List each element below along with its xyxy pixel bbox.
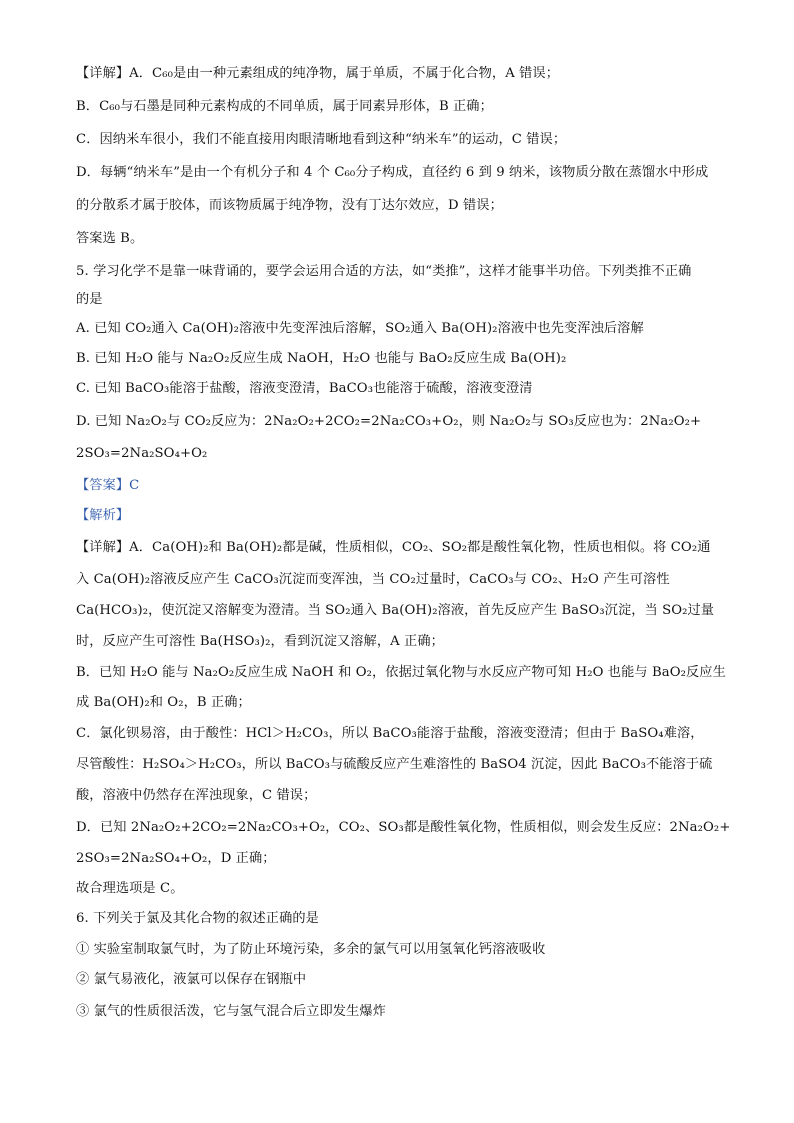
question-5-stem: 5. 学习化学不是靠一味背诵的，要学会运用合适的方法，如“类推”，这样才能事半功倍。下列类推不正确: [76, 264, 692, 279]
question-6-stem: 6. 下列关于氯及其化合物的叙述正确的是: [76, 911, 319, 926]
text-line: 时，反应产生可溶性 Ba(HSO₃)₂，看到沉淀又溶解，A 正确；: [76, 634, 444, 649]
statement-2: ② 氯气易液化，液氯可以保存在钢瓶中: [76, 972, 307, 987]
option-d: 2SO₃=2Na₂SO₄+O₂: [76, 446, 208, 461]
option-b: B. 已知 H₂O 能与 Na₂O₂反应生成 NaOH，H₂O 也能与 BaO₂反应生成 Ba(OH)₂: [76, 351, 567, 366]
option-a: A. 已知 CO₂通入 Ca(OH)₂溶液中先变浑浊后溶解，SO₂通入 Ba(OH)₂溶液中也先变浑浊后溶解: [76, 321, 644, 336]
answer-label: 【答案】C: [76, 478, 140, 493]
text-line: 【详解】A．C₆₀是由一种元素组成的纯净物，属于单质，不属于化合物，A 错误；: [76, 66, 559, 81]
text-line: 【详解】A．Ca(OH)₂和 Ba(OH)₂都是碱，性质相似，CO₂、SO₂都是酸性氧化物，性质也相似。将 CO₂通: [76, 540, 711, 555]
text-line: D．已知 2Na₂O₂+2CO₂=2Na₂CO₃+O₂，CO₂、SO₃都是酸性氧化物，性质相似，则会发生反应：2Na₂O₂+: [76, 820, 731, 835]
text-line: 2SO₃=2Na₂SO₄+O₂，D 正确；: [76, 851, 276, 866]
text-line: B．C₆₀与石墨是同种元素构成的不同单质，属于同素异形体，B 正确；: [76, 99, 493, 114]
option-c: C. 已知 BaCO₃能溶于盐酸，溶液变澄清，BaCO₃也能溶于硫酸，溶液变澄清: [76, 381, 533, 396]
question-5-stem: 的是: [76, 292, 103, 307]
text-line: 入 Ca(OH)₂溶液反应产生 CaCO₃沉淀而变浑浊，当 CO₂过量时，CaCO₃与 CO₂、H₂O 产生可溶性: [76, 572, 670, 587]
analysis-label: 【解析】: [76, 508, 130, 523]
statement-1: ① 实验室制取氯气时，为了防止环境污染，多余的氯气可以用氢氧化钙溶液吸收: [76, 942, 546, 957]
text-line: 的分散系才属于胶体，而该物质属于纯净物，没有丁达尔效应，D 错误；: [76, 198, 503, 213]
statement-3: ③ 氯气的性质很活泼，它与氢气混合后立即发生爆炸: [76, 1004, 386, 1019]
text-line: C．因纳米车很小，我们不能直接用肉眼清晰地看到这种“纳米车”的运动，C 错误；: [76, 132, 567, 147]
text-line: 成 Ba(OH)₂和 O₂，B 正确；: [76, 695, 251, 710]
text-line: 尽管酸性：H₂SO₄＞H₂CO₃，所以 BaCO₃与硫酸反应产生难溶性的 BaSO4 沉淀，因此 BaCO₃不能溶于硫: [76, 757, 713, 772]
text-line: C．氯化钡易溶，由于酸性：HCl＞H₂CO₃，所以 BaCO₃能溶于盐酸，溶液变澄清；但由于 BaSO₄难溶，: [76, 726, 704, 741]
text-line: Ca(HCO₃)₂，使沉淀又溶解变为澄清。当 SO₂通入 Ba(OH)₂溶液，首先反应产生 BaSO₃沉淀，当 SO₂过量: [76, 603, 715, 618]
text-line: 酸，溶液中仍然存在浑浊现象，C 错误；: [76, 788, 317, 803]
text-line: 答案选 B。: [76, 231, 144, 246]
text-line: 故合理选项是 C。: [76, 881, 184, 896]
text-line: B．已知 H₂O 能与 Na₂O₂反应生成 NaOH 和 O₂，依据过氧化物与水反应产物可知 H₂O 也能与 BaO₂反应生: [76, 665, 726, 680]
text-line: D．每辆“纳米车”是由一个有机分子和 4 个 C₆₀分子构成，直径约 6 到 9 纳米，该物质分散在蒸馏水中形成: [76, 165, 709, 180]
option-d: D. 已知 Na₂O₂与 CO₂反应为：2Na₂O₂+2CO₂=2Na₂CO₃+O₂，则 Na₂O₂与 SO₃反应也为：2Na₂O₂+: [76, 414, 702, 429]
